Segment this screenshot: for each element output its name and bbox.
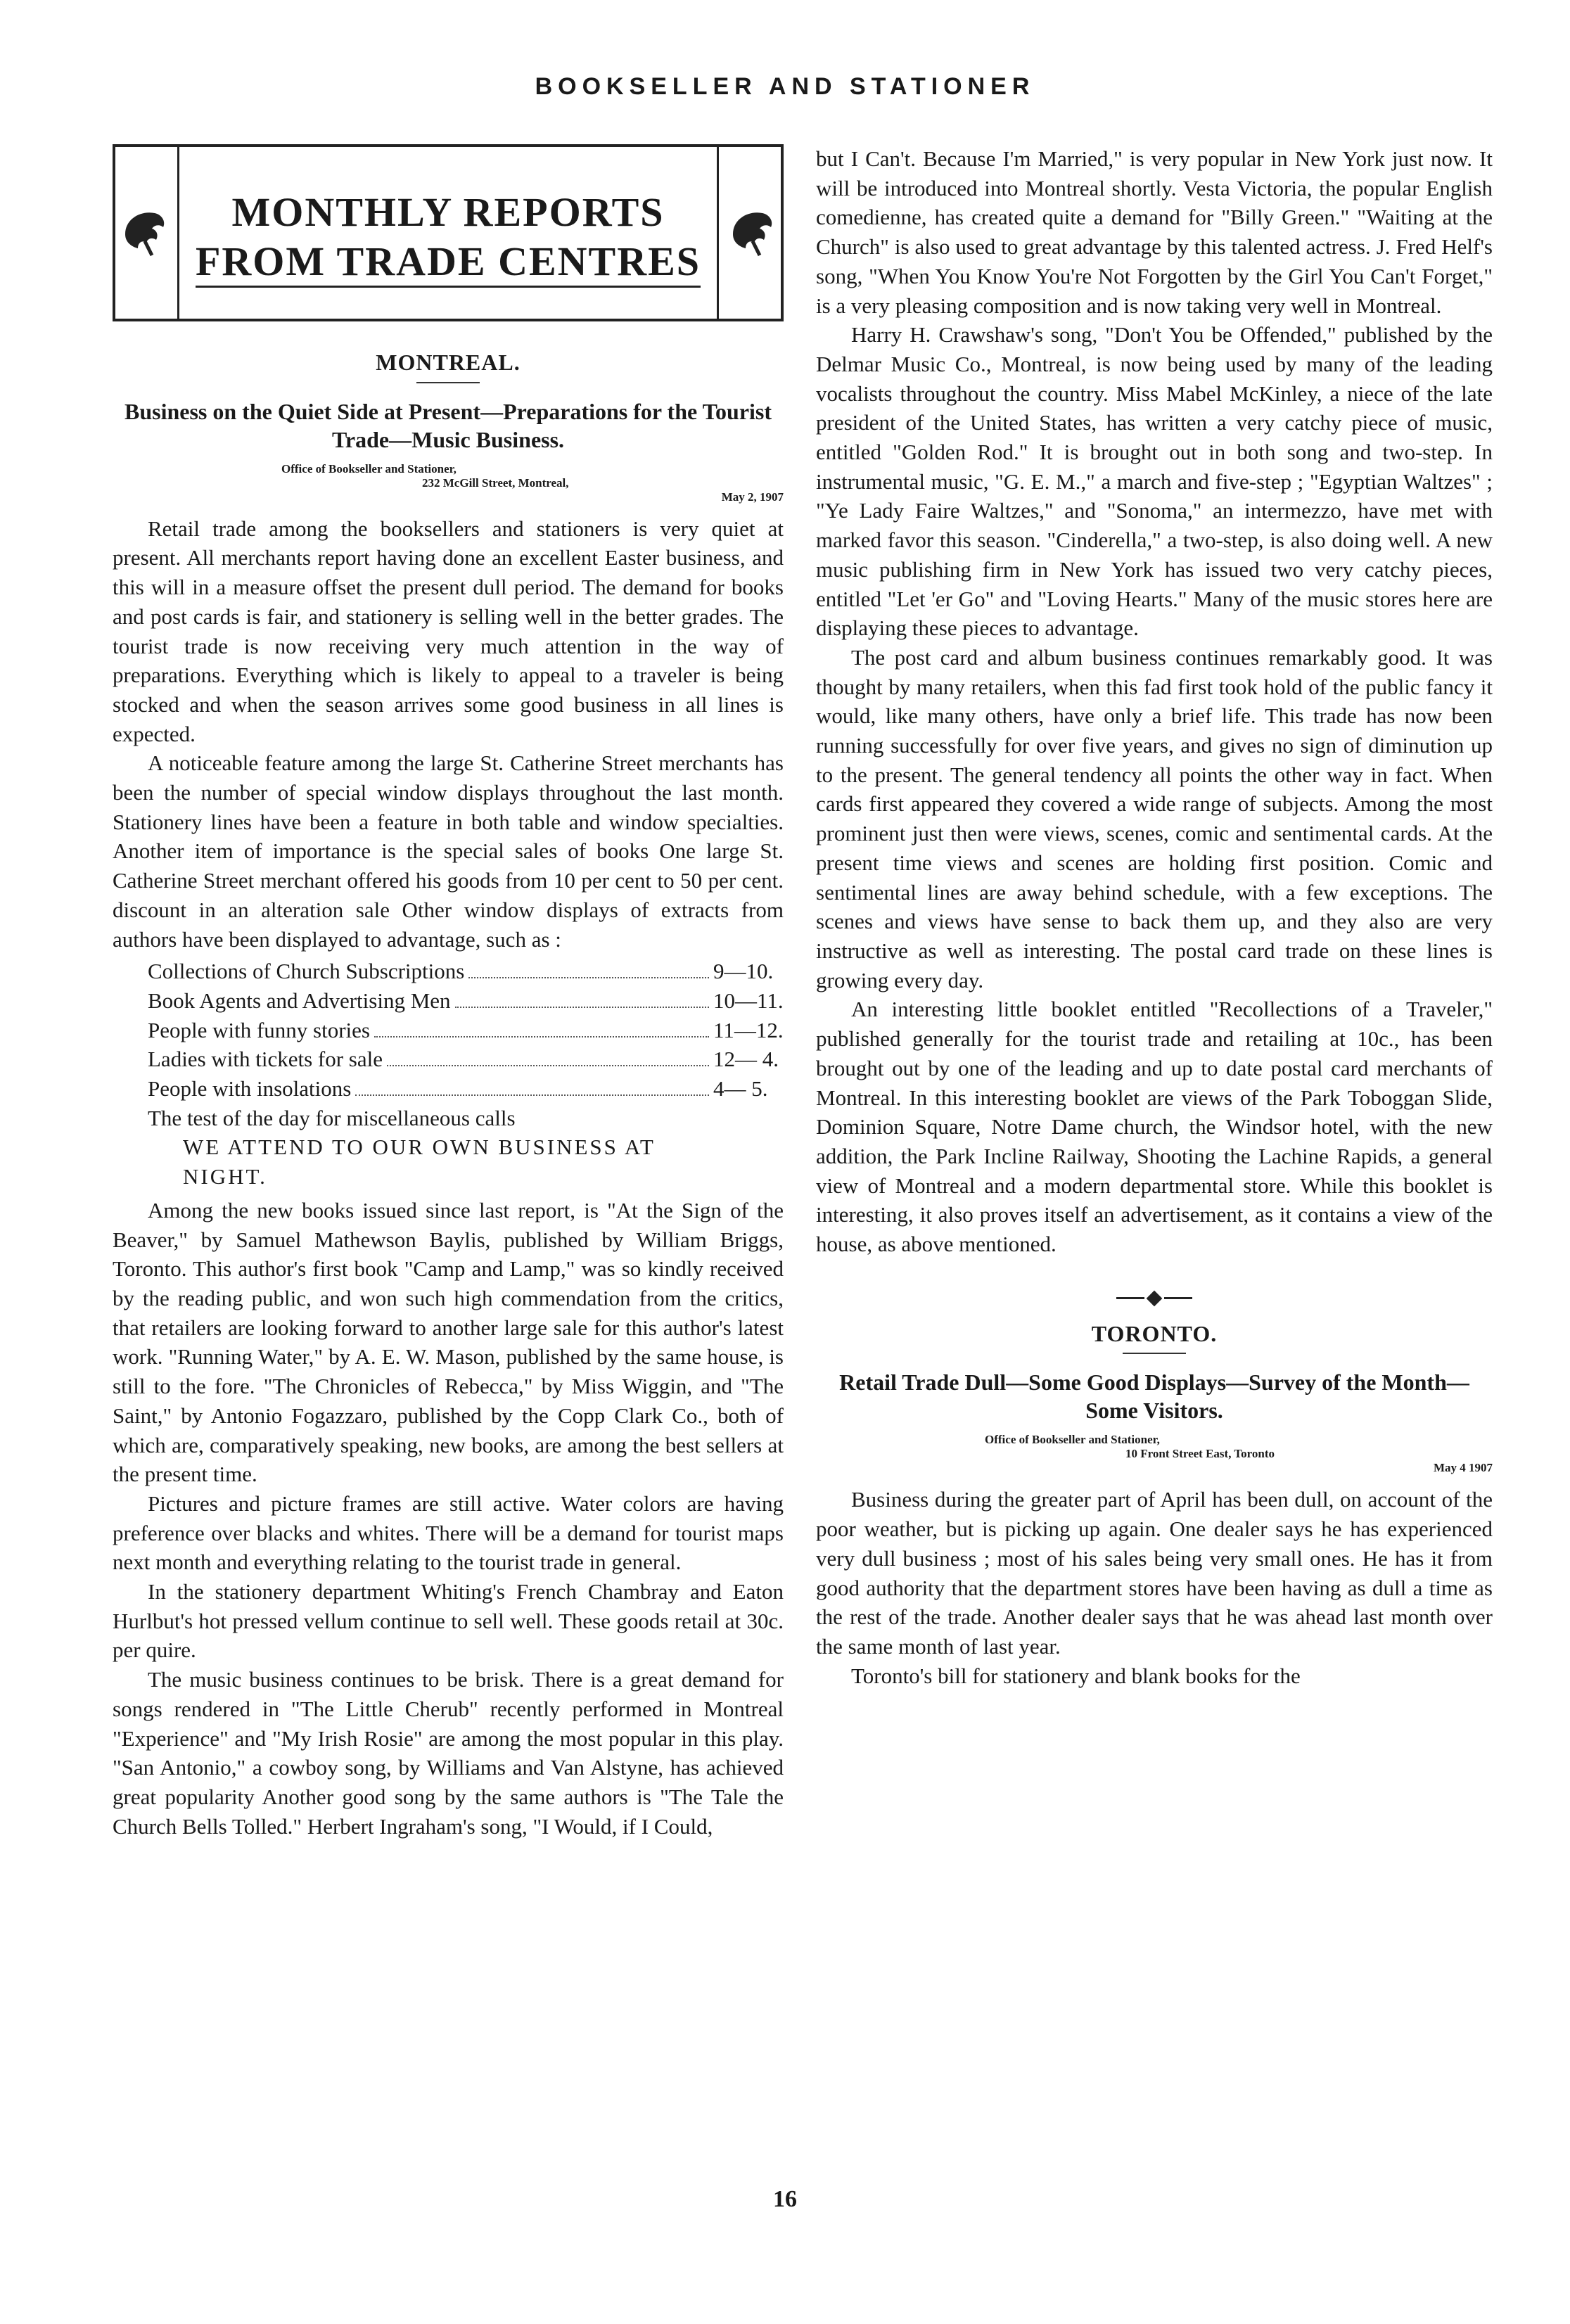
list-item-value: 10—11. (713, 988, 784, 1013)
divider-line (1164, 1297, 1192, 1299)
paragraph: Harry H. Crawshaw's song, "Don't You be Offended," published by the Delmar Music Co., Montreal, is now being used by many of the leading vocalists throughout the country. Miss Mabel McKinley, a niece of the late president of the United States, has written a very catchy piece of music, entitled "Golden Rod." It is brought out in both song and two-step. In instrumental music, "G. E. M.," a march and five-step ; "Egyptian Waltzes" ; "Ye Lady Faire Waltzes," and "Sonoma," an intermezzo, have met with marked favor this season. "Cinderella," a two-step, is also doing well. A new music publishing firm in New York has issued two very catchy pieces, entitled "Let 'er Go" and "Loving Hearts." Many of the music stores here are displaying these pieces to advantage. (816, 322, 1493, 641)
list-item (113, 957, 784, 986)
paragraph: A noticeable feature among the large St. Catherine Street merchants has been the number of special window displays throughout the last month. Stationery lines have been a feature in both table and window specialties. Another item of importance is the special sales of books One large St. Catherine Street merchant offered his goods from 10 per cent to 50 per cent. discount in an alteration sale Other window displays of extracts from authors have been displayed to advantage, such as : (113, 751, 784, 952)
list-item-label: People with insolations (148, 1076, 352, 1102)
toronto-subhead: Retail Trade Dull—Some Good Displays—Survey of the Month—Some Visitors. (839, 1370, 1469, 1424)
list-item (113, 986, 784, 1016)
banner-title (115, 188, 781, 286)
list-item-value: 12— 4. (713, 1047, 779, 1072)
montreal-heading: MONTREAL. (376, 350, 521, 375)
paragraph: Among the new books issued since last report, is "At the Sign of the Beaver," by Samuel Mathewson Baylis, published by William Briggs, Toronto. This author's first book "Camp and Lamp," was so kindly received by the reading public, and won such high commendation from the critics, that retailers are looking forward to another large sale for this author's latest work. "Running Water," by A. E. W. Mason, published by the same house, is still to the fore. "The Chronicles of Rebecca," by Miss Wiggin, and "The Saint," by Antonio Fogazzaro, published by the Copp Clark Co., both of which are, comparatively speaking, new books, are among the best sellers at the present time. (113, 1197, 784, 1487)
dateline-date: May 2, 1907 (721, 490, 784, 504)
list-item-label: Ladies with tickets for sale (148, 1047, 383, 1072)
banner-title-line-2: FROM TRADE CENTRES (196, 238, 701, 288)
list-item (113, 1045, 784, 1074)
dateline-address: 232 McGill Street, Montreal, (422, 475, 569, 490)
heading-rule (416, 382, 480, 383)
list-tail: The test of the day for miscellaneous calls (148, 1105, 516, 1130)
list-item (113, 1016, 784, 1045)
divider-line (1116, 1297, 1144, 1299)
section-divider-ornament (816, 1293, 1493, 1304)
list-item-value: 11—12. (713, 1017, 784, 1042)
list-item (113, 1074, 784, 1104)
dateline-office: Office of Bookseller and Stationer, (281, 461, 457, 475)
leader-dots (355, 1094, 709, 1096)
montreal-subhead: Business on the Quiet Side at Present—Preparations for the Tourist Trade—Music Business. (124, 398, 772, 452)
leader-dots (455, 1007, 709, 1008)
list-item-label: People with funny stories (148, 1017, 370, 1042)
caps-notice-line-2: NIGHT. (183, 1164, 267, 1189)
paragraph: but I Can't. Because I'm Married," is very popular in New York just now. It will be introduced into Montreal shortly. Vesta Victoria, the popular English comedienne, has created quite a demand for "Billy Green." "Waiting at the Church" is also used to great advantage by this talented actress. J. Fred Helf's song, "When You Know You're Not Forgotten by the Girl You Can't Forget," is a very pleasing composition and is now taking very well in Montreal. (816, 146, 1493, 318)
paragraph: An interesting little booklet entitled "Recollections of a Traveler," published generally for the tourist trade and retailing at 10c., has been brought out by one of the leading and up to date postal card merchants of Montreal. In this interesting booklet are views of the Park Toboggan Slide, Dominion Square, Notre Dame church, the Windsor hotel, with the new addition, the Park Incline Railway, Shooting the Lachine Rapids, a general view of Montreal and a modern departmental store. While this booklet is interesting, it also proves itself an advertisement, as it contains a view of the house, as above mentioned. (816, 997, 1493, 1257)
paragraph: Toronto's bill for stationery and blank books for the (851, 1663, 1301, 1688)
caps-notice-line-1: WE ATTEND TO OUR OWN BUSINESS AT (183, 1135, 656, 1160)
paragraph: The music business continues to be brisk. There is a great demand for songs rendered in "The Little Cherub" recently performed in Montreal "Experience" and "My Irish Rosie" are among the most popular in this play. "San Antonio," a cowboy song, by Williams and Van Alstyne, has achieved great popularity Another good song by the same authors is "The Tale the Church Bells Tolled." Herbert Ingraham's song, "I Would, if I Could, (113, 1667, 784, 1839)
list-item-label: Collections of Church Subscriptions (148, 959, 465, 984)
right-column (816, 144, 1493, 1690)
dateline-date: May 4 1907 (1433, 1461, 1493, 1475)
banner-title-line-1: MONTHLY REPORTS (231, 189, 665, 235)
running-head: BOOKSELLER AND STATIONER (535, 73, 1035, 100)
list-item-value: 9—10. (713, 959, 774, 984)
dateline-address: 10 Front Street East, Toronto (1125, 1447, 1275, 1461)
page-number: 16 (773, 2186, 797, 2212)
hours-list (113, 957, 784, 1192)
leader-dots (374, 1036, 709, 1038)
paragraph: Business during the greater part of April has been dull, on account of the poor weather, but is picking up again. One dealer says he has experienced very dull business ; most of his sales being very small ones. He has it from good authority that the department stores have been having as dull a time as the rest of the trade. Another dealer says that he was ahead last month over the same month of last year. (816, 1487, 1493, 1659)
list-item-label: Book Agents and Advertising Men (148, 988, 451, 1013)
paragraph: Pictures and picture frames are still active. Water colors are having preference over blacks and whites. There will be a demand for tourist maps next month and everything relating to the tourist trade in general. (113, 1490, 784, 1575)
list-item-value: 4— 5. (713, 1076, 768, 1102)
paragraph: The post card and album business continues remarkably good. It was thought by many retailers, when this fad first took hold of the public fancy it would, like many others, have only a brief life. This trade has now been running successfully for over five years, and gives no sign of diminution up to the present. The general tendency all points the other way in fact. When cards first appeared they covered a wide range of subjects. Among the most prominent just then were views, scenes, comic and sentimental cards. At the present time views and scenes are holding first position. Comic and sentimental lines are away behind schedule, with a few exceptions. The scenes and views have sense to back them up, and they also are very instructive as well as interesting. The postal card trade on these lines is growing every day. (816, 644, 1493, 992)
leader-dots (387, 1065, 709, 1066)
diamond-icon (1147, 1290, 1163, 1306)
toronto-dateline (816, 1433, 1493, 1475)
montreal-dateline (113, 462, 784, 504)
toronto-heading: TORONTO. (1091, 1320, 1218, 1346)
dateline-office: Office of Bookseller and Stationer, (985, 1433, 1160, 1447)
paragraph: In the stationery department Whiting's French Chambray and Eaton Hurlbut's hot pressed vellum continue to sell well. These goods retail at 30c. per quire. (113, 1579, 784, 1663)
left-column (113, 144, 784, 1841)
paragraph: Retail trade among the booksellers and stationers is very quiet at present. All merchants report having done an excellent Easter business, and this will in a measure offset the present dull period. The demand for books and post cards is fair, and stationery is selling well in the better grades. The tourist trade is now receiving very much attention in the way of preparations. Everything which is likely to appeal to a traveler is being stocked and when the season arrives some good business in all lines is expected. (113, 516, 784, 746)
leader-dots (468, 977, 709, 978)
section-banner (113, 144, 784, 321)
heading-rule (1123, 1353, 1186, 1354)
